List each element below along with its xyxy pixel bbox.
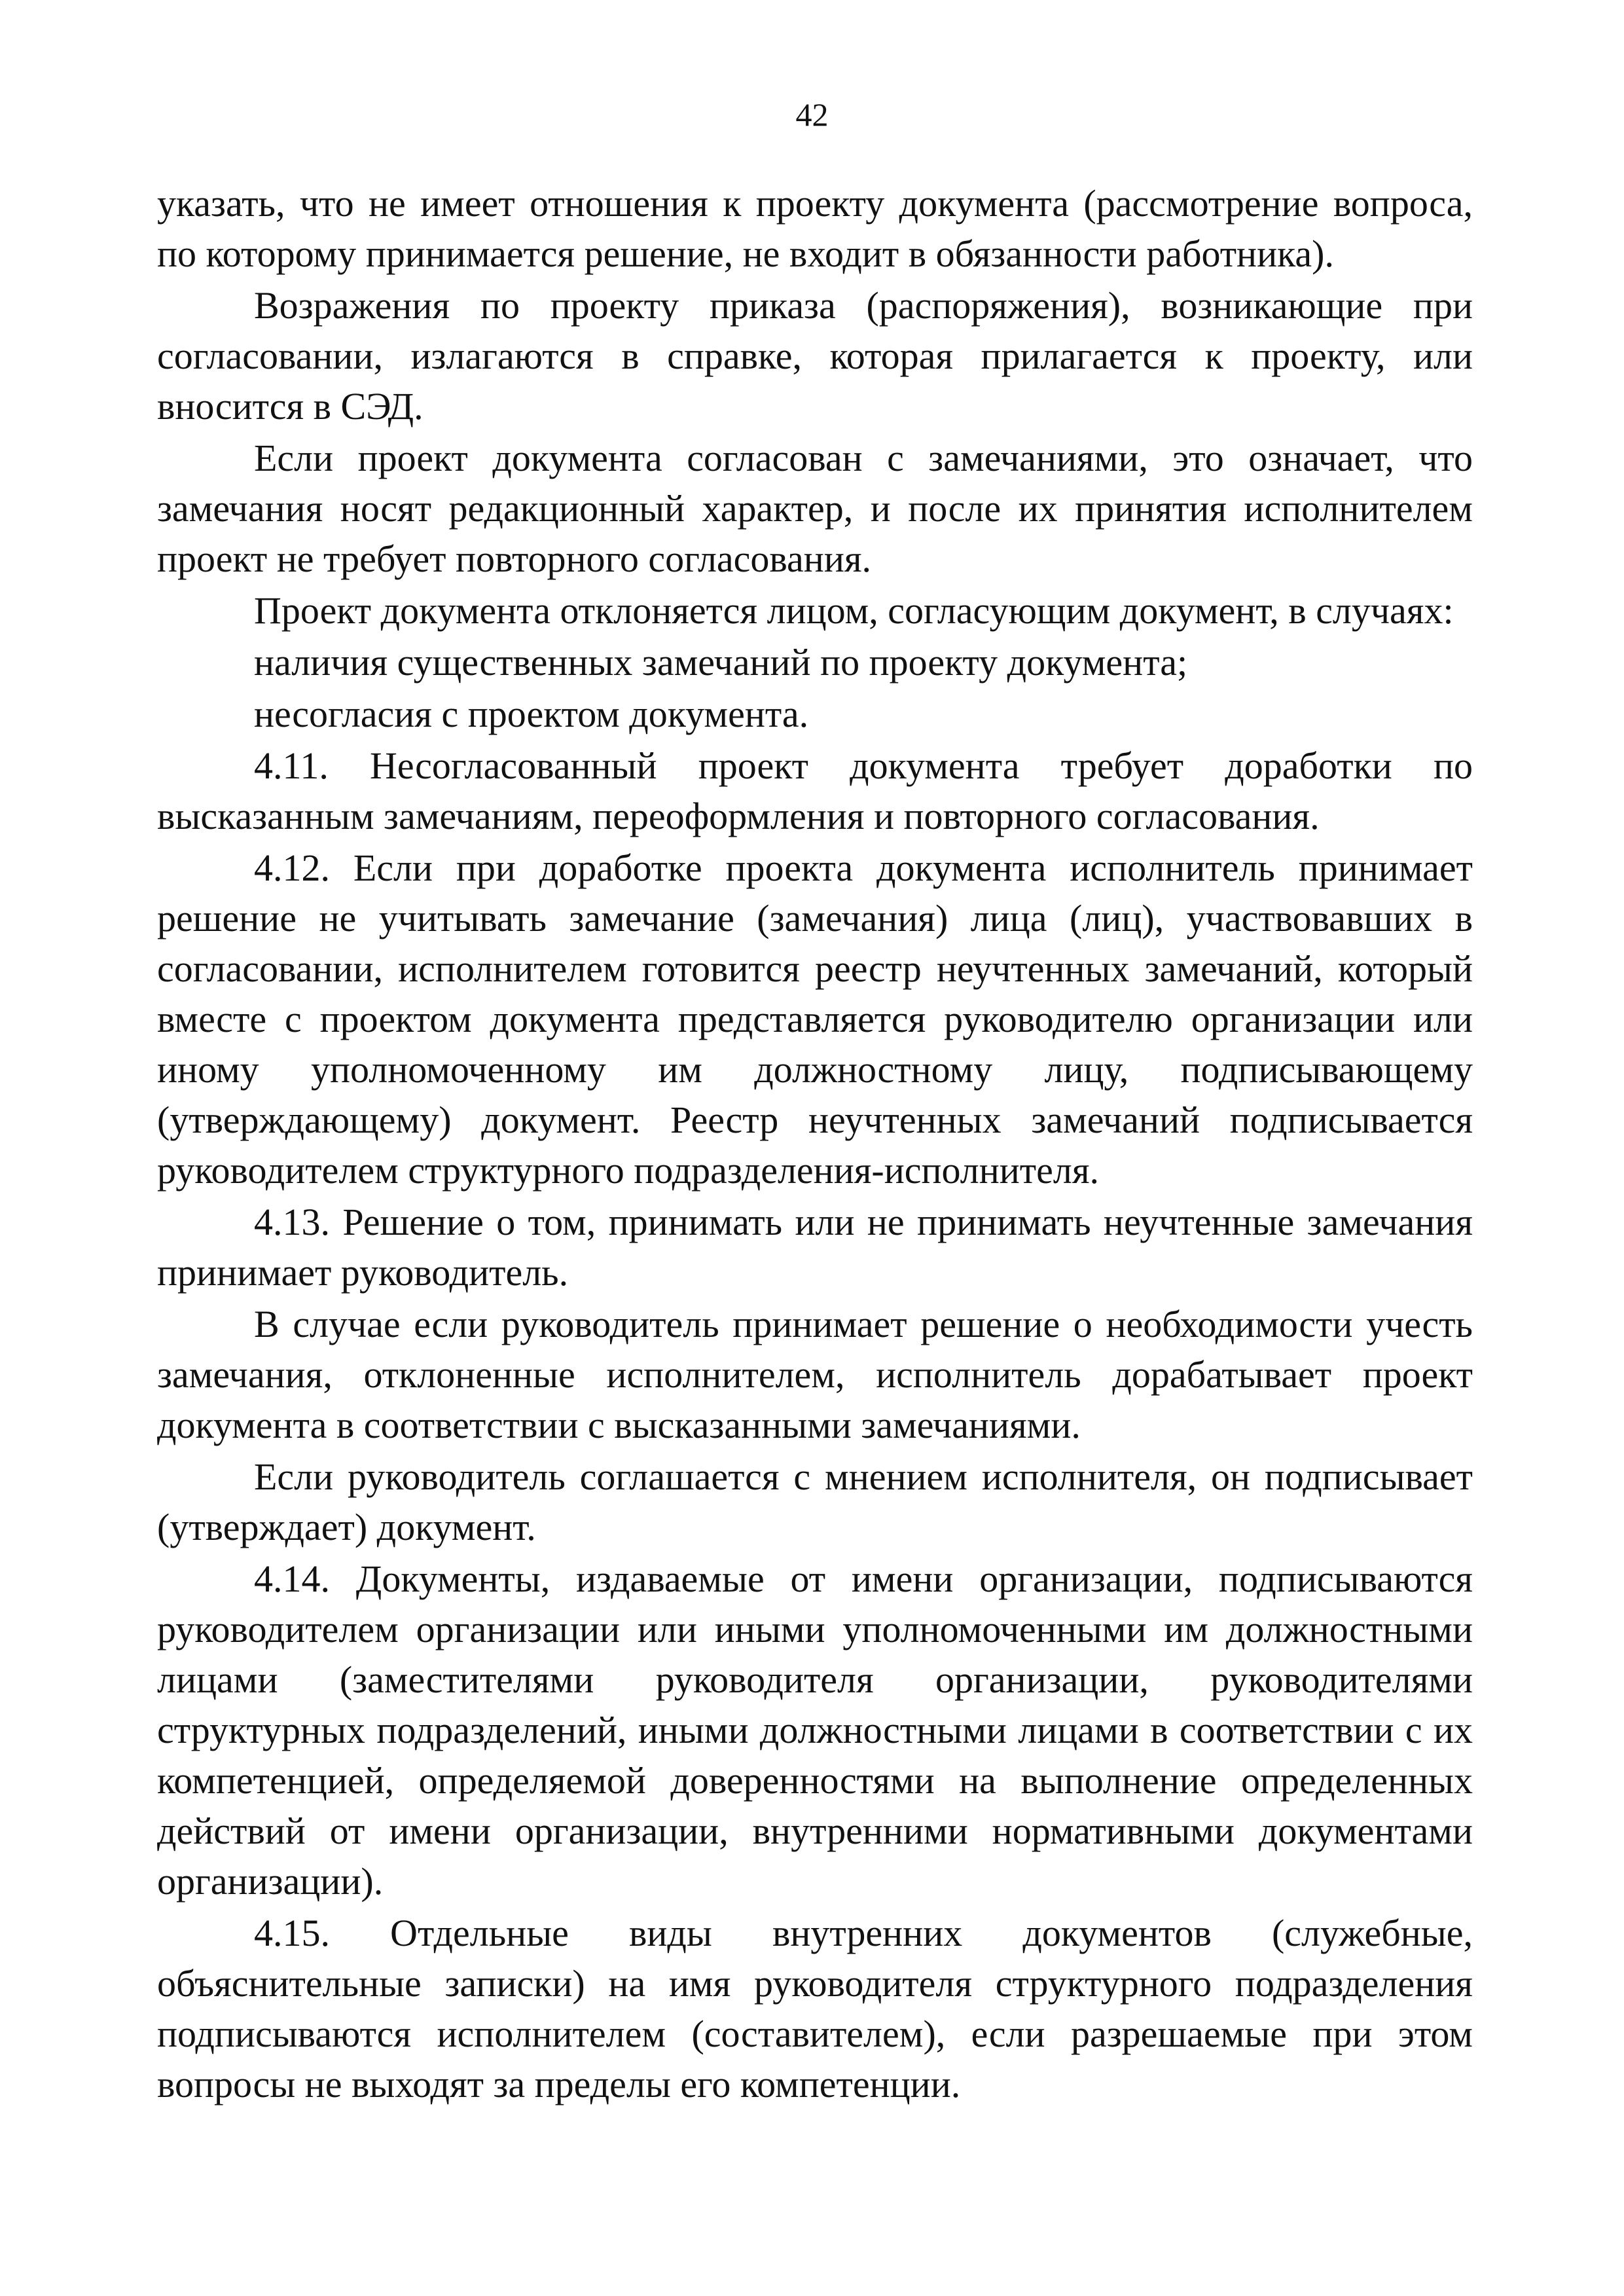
paragraph-2: Возражения по проекту приказа (распоряжения), возникающие при согласовании, излагаются в справке, которая прилагается к проекту, или вносится в СЭД. xyxy=(157,284,1473,428)
document-body xyxy=(157,178,1473,2111)
paragraph-4-14: 4.14. Документы, издаваемые от имени организации, подписываются руководителем организации или иными уполномоченными им должностными лицами (заместителями руководителя организации, руководителями структурных подразделений, иными должностными лицами в соответствии с их компетенцией, определяемой доверенностями на выполнение определенных действий от имени организации, внутренними нормативными документами организации). xyxy=(157,1558,1473,1903)
paragraph-4-12: 4.12. Если при доработке проекта документа исполнитель принимает решение не учитывать замечание (замечания) лица (лиц), участвовавших в согласовании, исполнителем готовится реестр неучтенных замечаний, который вместе с проектом документа представляется руководителю организации или иному уполномоченному им должностному лицу, подписывающему (утверждающему) документ. Реестр неучтенных замечаний подписывается руководителем структурного подразделения-исполнителя. xyxy=(157,847,1473,1192)
paragraph-4-13: 4.13. Решение о том, принимать или не принимать неучтенные замечания принимает руководитель. xyxy=(157,1201,1473,1294)
page-number: 42 xyxy=(795,96,829,133)
paragraph-1: указать, что не имеет отношения к проекту документа (рассмотрение вопроса, по которому принимается решение, не входит в обязанности работника). xyxy=(157,182,1473,275)
paragraph-4: Проект документа отклоняется лицом, согласующим документ, в случаях: xyxy=(254,589,1454,632)
paragraph-6: несогласия с проектом документа. xyxy=(254,693,809,735)
paragraph-3: Если проект документа согласован с замечаниями, это означает, что замечания носят редакционный характер, и после их принятия исполнителем проект не требует повторного согласования. xyxy=(157,437,1473,580)
paragraph-4-15: 4.15. Отдельные виды внутренних документов (служебные, объяснительные записки) на имя руководителя структурного подразделения подписываются исполнителем (составителем), если разрешаемые при этом вопросы не выходят за пределы его компетенции. xyxy=(157,1912,1473,2105)
paragraph-11: Если руководитель соглашается с мнением исполнителя, он подписывает (утверждает) документ. xyxy=(157,1455,1473,1548)
paragraph-10: В случае если руководитель принимает решение о необходимости учесть замечания, отклоненные исполнителем, исполнитель дорабатывает проект документа в соответствии с высказанными замечаниями. xyxy=(157,1303,1473,1446)
paragraph-4-11: 4.11. Несогласованный проект документа требует доработки по высказанным замечаниям, переоформления и повторного согласования. xyxy=(157,744,1473,837)
paragraph-5: наличия существенных замечаний по проекту документа; xyxy=(254,641,1188,683)
